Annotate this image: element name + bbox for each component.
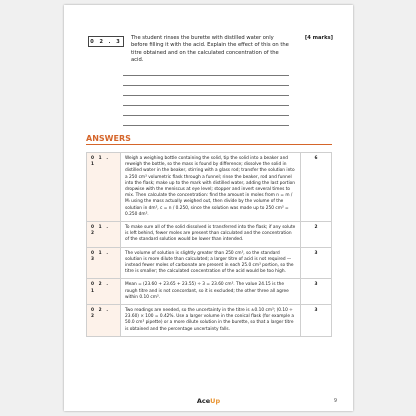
answers-table [86,152,332,337]
answers-heading: ANSWERS [86,134,131,143]
table-row [87,247,332,279]
question-text: The student rinses the burette with distilled water only before filling it with the acid. Explain the effect of this on the titre obtained and on the calculated concentration of the acid. [131,35,289,63]
page-number: 9 [333,398,337,404]
answers-divider [86,144,332,145]
answer-text: Two readings are needed, so the uncertainty in the titre is ±0.10 cm³; (0.10 ÷ 23.60) × 100 = 0.42%. Use a larger volume in the conical flask (for example a 50.0 cm³ pipette) or a more dilute solution in the burette, so that a larger titre is obtained and the percentage uncertainty falls. [121,305,301,337]
brand-name-part: Ace [196,397,211,405]
answer-number: 0 1 . 1 [87,153,121,222]
answer-number: 0 2 . 2 [87,305,121,337]
table-row [87,153,332,222]
answer-text: Weigh a weighing bottle containing the solid, tip the solid into a beaker and reweigh the bottle, so the mass is found by difference; dissolve the solid in distilled water in the beaker, stirring with a glass rod; transfer the solution into a 250 cm³ volumetric flask through a funnel; rinse the beaker, rod and funnel into the flask; make up to the mark with distilled water, adding the last portion dropwise with the meniscus at eye level; stopper and invert several times to mix. Then calculate the concentration: find the amount in moles from n = m / Mᵣ using the mass actually weighed out, then divide by the volume of the solution in dm³, c = n / 0.250, since the solution was made up to 250 cm³ = 0.250 dm³. [121,153,301,222]
answer-line [123,95,289,96]
answer-marks: 3 [301,305,332,337]
question-number-box: 0 2 . 3 [88,36,124,47]
answer-text: The volume of solution is slightly greater than 250 cm³, so the standard solution is more dilute than calculated; a larger titre of acid is not required — instead fewer moles of carbonate are present in each 25.0 cm³ portion, so the titre is smaller; the calculated concentration of the acid would be too high. [121,247,301,279]
answer-marks: 2 [301,222,332,248]
answer-text: To make sure all of the solid dissolved is transferred into the flask; if any solute is left behind, fewer moles are present than calculated and the concentration of the standard solution would be lower than intended. [121,222,301,248]
answer-line [123,125,289,126]
footer-logo [64,397,353,405]
answer-line [123,115,289,116]
table-row [87,305,332,337]
worksheet-page [64,5,353,411]
answer-marks: 3 [301,247,332,279]
answer-line [123,75,289,76]
answer-number: 0 1 . 3 [87,247,121,279]
answer-number: 0 1 . 2 [87,222,121,248]
table-row [87,279,332,305]
answer-line [123,85,289,86]
answer-line [123,105,289,106]
answer-marks: 3 [301,279,332,305]
answer-text: Mean = (23.60 + 23.65 + 23.55) ÷ 3 = 23.60 cm³. The value 24.15 is the rough titre and is not concordant, so it is excluded; the other three all agree within 0.10 cm³. [121,279,301,305]
answer-number: 0 2 . 1 [87,279,121,305]
question-marks: [4 marks] [304,35,333,41]
brand-name-part: Up [210,397,221,405]
table-row [87,222,332,248]
answer-marks: 6 [301,153,332,222]
